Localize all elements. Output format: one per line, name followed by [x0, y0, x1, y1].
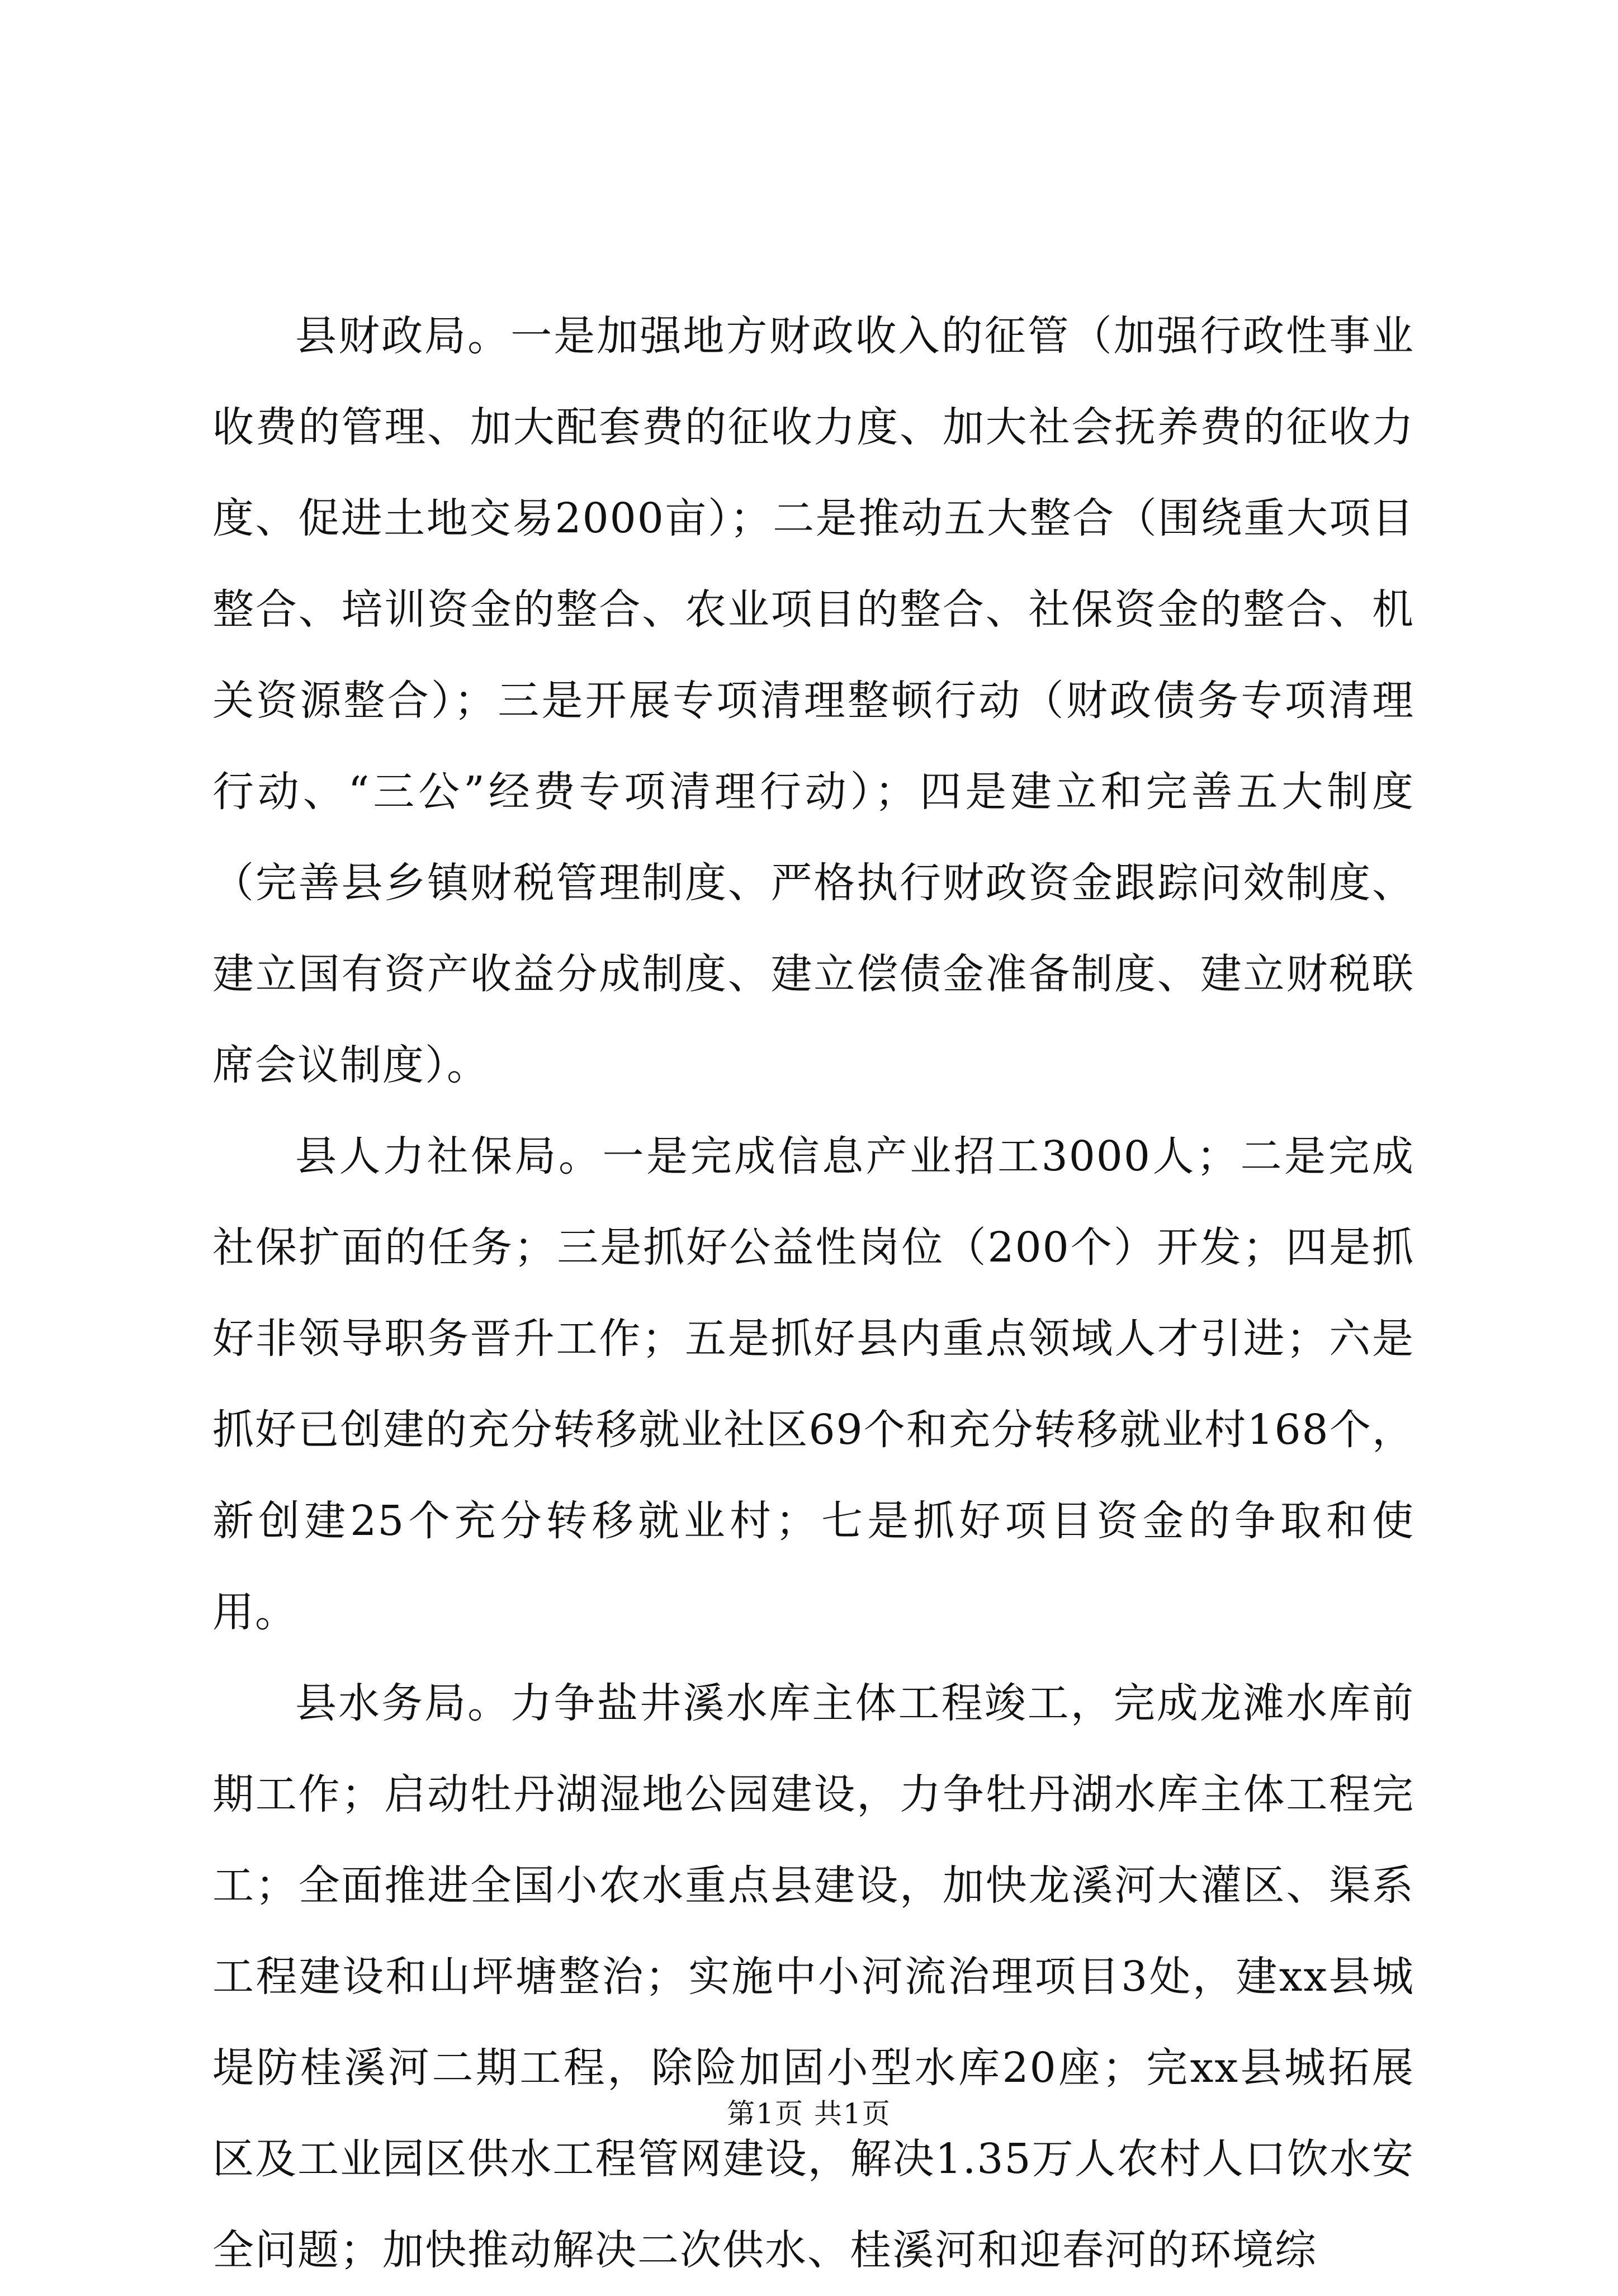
document-body: [212, 291, 1414, 2296]
paragraph-finance-bureau: 县财政局。一是加强地方财政收入的征管（加强行政性事业收费的管理、加大配套费的征收力度、加大社会抚养费的征收力度、促进土地交易2000亩）；二是推动五大整合（围绕重大项目整合、培训资金的整合、农业项目的整合、社保资金的整合、机关资源整合）；三是开展专项清理整顿行动（财政债务专项清理行动、“三公”经费专项清理行动）；四是建立和完善五大制度（完善县乡镇财税管理制度、严格执行财政资金跟踪问效制度、建立国有资产收益分成制度、建立偿债金准备制度、建立财税联席会议制度）。: [212, 312, 1414, 1089]
page-footer: 第1页 共1页: [727, 2097, 891, 2130]
paragraph-human-resources-bureau: 县人力社保局。一是完成信息产业招工3000人；二是完成社保扩面的任务；三是抓好公益性岗位（200个）开发；四是抓好非领导职务晋升工作；五是抓好县内重点领域人才引进；六是抓好已创建的充分转移就业社区69个和充分转移就业村168个，新创建25个充分转移就业村；七是抓好项目资金的争取和使用。: [212, 1132, 1414, 1636]
paragraph-water-affairs-bureau: 县水务局。力争盐井溪水库主体工程竣工，完成龙滩水库前期工作；启动牡丹湖湿地公园建设，力争牡丹湖水库主体工程完工；全面推进全国小农水重点县建设，加快龙溪河大灌区、渠系工程建设和山坪塘整治；实施中小河流治理项目3处，建xx县城堤防桂溪河二期工程，除险加固小型水库20座；完xx县城拓展区及工业园区供水工程管网建设，解决1.35万人农村人口饮水安全问题；加快推动解决二次供水、桂溪河和迎春河的环境综: [212, 1679, 1414, 2274]
